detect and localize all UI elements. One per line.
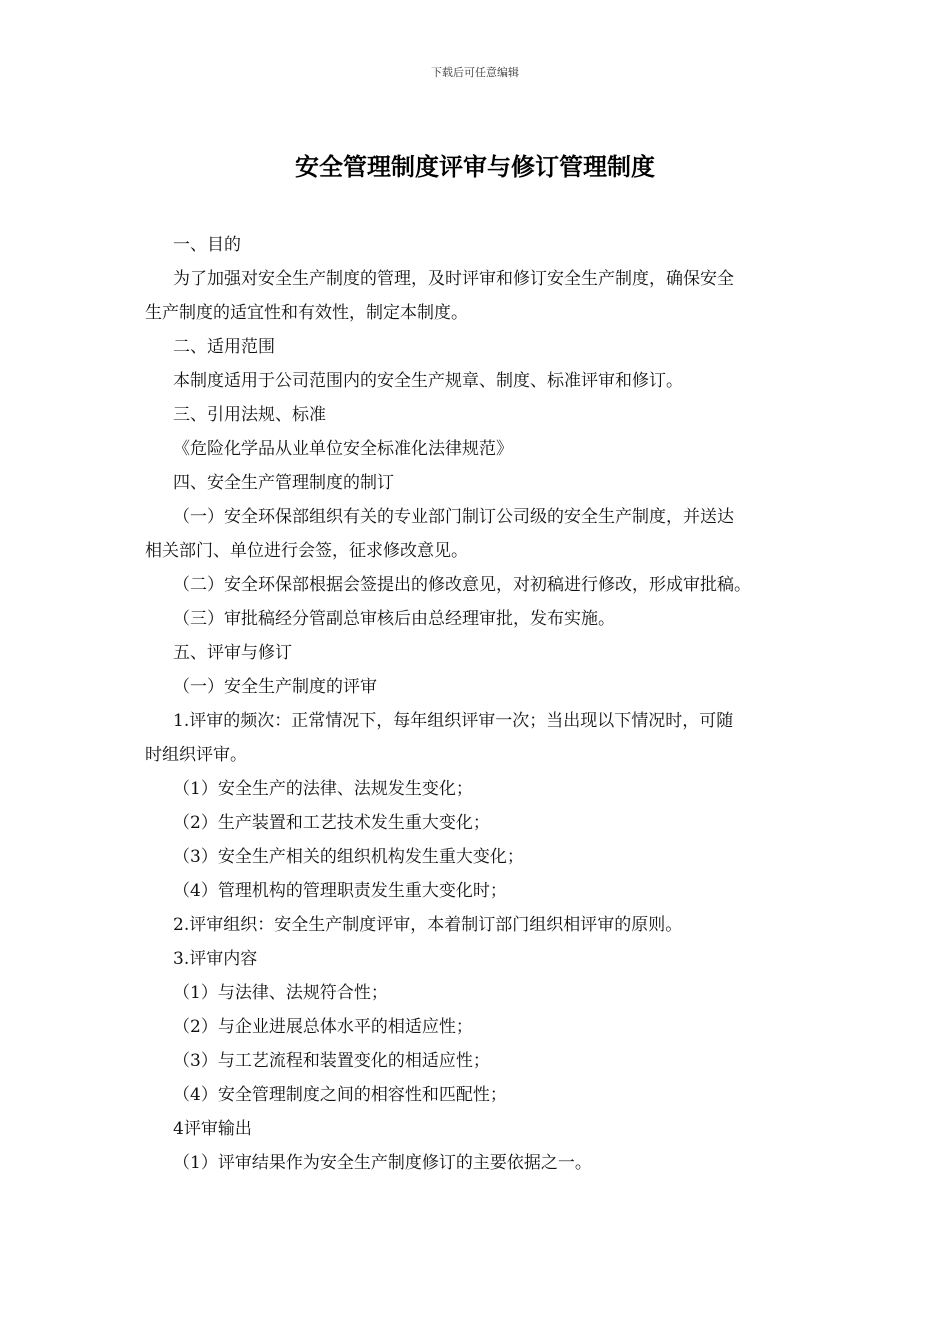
document-title: 安全管理制度评审与修订管理制度 [295, 152, 655, 181]
section-heading-scope: 二、适用范围 [173, 337, 275, 357]
paragraph-line: （一）安全环保部组织有关的专业部门制订公司级的安全生产制度，并送达 [173, 507, 734, 527]
paragraph-line: 相关部门、单位进行会签，征求修改意见。 [145, 541, 468, 561]
document-body [145, 228, 810, 1180]
paragraph-line: 时组织评审。 [145, 745, 247, 765]
list-item: （3）与工艺流程和装置变化的相适应性； [173, 1051, 490, 1071]
paragraph-line: （三）审批稿经分管副总审核后由总经理审批，发布实施。 [173, 609, 615, 629]
list-item: （4）安全管理制度之间的相容性和匹配性； [173, 1085, 507, 1105]
list-item: （2）与企业进展总体水平的相适应性； [173, 1017, 473, 1037]
page-header-note: 下载后可任意编辑 [431, 66, 519, 79]
section-heading-references: 三、引用法规、标准 [173, 405, 326, 425]
subsection-heading: （一）安全生产制度的评审 [173, 677, 377, 697]
reference-title: 《危险化学品从业单位安全标准化法律规范》 [173, 439, 513, 459]
paragraph-line: 生产制度的适宜性和有效性，制定本制度。 [145, 303, 468, 323]
paragraph-line: 1.评审的频次：正常情况下，每年组织评审一次；当出现以下情况时，可随 [173, 711, 734, 731]
list-item: （4）管理机构的管理职责发生重大变化时； [173, 881, 507, 901]
list-item: （1）与法律、法规符合性； [173, 983, 388, 1003]
paragraph-line: （二）安全环保部根据会签提出的修改意见，对初稿进行修改，形成审批稿。 [173, 575, 751, 595]
subsection-heading: 4评审输出 [173, 1119, 252, 1139]
subsection-heading: 3.评审内容 [173, 949, 258, 969]
paragraph-line: 本制度适用于公司范围内的安全生产规章、制度、标准评审和修订。 [173, 371, 683, 391]
section-heading-formulation: 四、安全生产管理制度的制订 [173, 473, 394, 493]
list-item: （3）安全生产相关的组织机构发生重大变化； [173, 847, 524, 867]
paragraph-line: 为了加强对安全生产制度的管理，及时评审和修订安全生产制度，确保安全 [173, 269, 734, 289]
list-item: （2）生产装置和工艺技术发生重大变化； [173, 813, 490, 833]
section-heading-purpose: 一、目的 [173, 235, 241, 255]
paragraph-line: 2.评审组织：安全生产制度评审，本着制订部门组织相评审的原则。 [173, 915, 683, 935]
section-heading-review-revision: 五、评审与修订 [173, 643, 292, 663]
list-item: （1）安全生产的法律、法规发生变化； [173, 779, 473, 799]
list-item: （1）评审结果作为安全生产制度修订的主要依据之一。 [173, 1153, 592, 1173]
